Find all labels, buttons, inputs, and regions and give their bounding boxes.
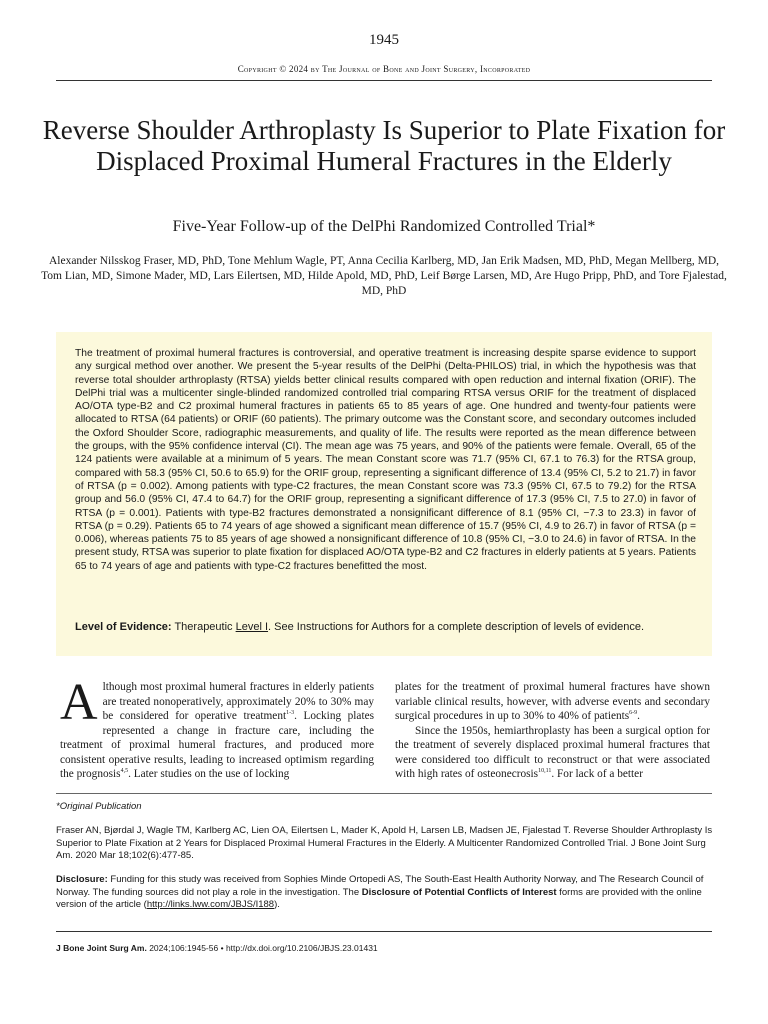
disclosure-label: Disclosure: bbox=[56, 874, 108, 885]
body-text: Since the 1950s, hemiarthroplasty has been a surgical option for the treatment of severely displaced proximal humeral fractures that were considered too difficult to reconstruct or that were associated with high rates of osteonecrosis bbox=[395, 724, 710, 780]
disclosure-text: forms are provided with the online version of the article ( bbox=[56, 886, 702, 910]
footnote-divider bbox=[56, 793, 712, 794]
disclosure-link[interactable]: http://links.lww.com/JBJS/I188 bbox=[146, 899, 275, 910]
level-of-evidence bbox=[75, 620, 705, 634]
footer-divider bbox=[56, 931, 712, 932]
body-text: . Locking plates represented a change in fracture care, including the treatment of proximal humeral fractures, and produced more consistent operative results, leading to increased optimism regarding the prognosis bbox=[60, 710, 374, 780]
reference-superscript: 4,5 bbox=[120, 768, 129, 775]
disclosure-note bbox=[56, 874, 716, 912]
level-of-evidence-link[interactable]: Level I bbox=[235, 621, 269, 633]
journal-footer bbox=[56, 943, 378, 953]
drop-cap: A bbox=[60, 674, 98, 731]
bullet-separator: • bbox=[220, 943, 224, 953]
reference-superscript: 10,11 bbox=[538, 768, 552, 775]
level-of-evidence-label: Level of Evidence: bbox=[75, 621, 172, 633]
body-column-left bbox=[60, 674, 374, 782]
body-paragraph bbox=[395, 724, 710, 782]
journal-volume: 2024;106:1945-56 bbox=[146, 943, 219, 953]
disclosure-forms-label: Disclosure of Potential Conflicts of Interest bbox=[361, 886, 557, 898]
article-title: Reverse Shoulder Arthroplasty Is Superior to Plate Fixation for Displaced Proximal Humeral Fractures in the Elderly bbox=[42, 115, 726, 176]
abstract-text: The treatment of proximal humeral fractures is controversial, and operative treatment is increasing despite sparse evidence to support any surgical method over another. We present the 5-year results of the DelPhi (Delta-PHILOS) trial, in which the hypothesis was that reverse total shoulder arthroplasty (RTSA) yields better clinical results compared with open reduction and internal fixation (ORIF). The DelPhi trial was a multicenter single-blinded randomized controlled trial comparing RTSA versus ORIF for the treatment of displaced AO/OTA type-B2 and C2 proximal humeral fractures in patients 65 to 85 years of age. One hundred and twenty-four patients were allocated to RTSA (64 patients) or ORIF (60 patients). The primary outcome was the Constant score, and secondary outcomes included the Oxford Shoulder Score, radiographic measurements, and quality of life. The results were reported as the mean difference between the groups, with the 95% confidence interval (CI). The mean age was 75 years, and 90% of the patients were female. Overall, 65 of the 124 patients were available at a minimum of 5 years. The mean Constant score was 71.7 (95% CI, 67.1 to 76.3) for the RTSA group, compared with 58.3 (95% CI, 50.6 to 65.9) for the ORIF group, representing a significant difference of 13.4 (95% CI, 5.2 to 21.7) in favor of RTSA (p = 0.002). Among patients with type-C2 fractures, the mean Constant score was 73.3 (95% CI, 67.5 to 79.2) for the RTSA group and 56.0 (95% CI, 47.4 to 64.7) for the ORIF group, representing a significant difference of 17.3 (95% CI, 7.5 to 27.0) in favor of RTSA (p = 0.001). Patients with type-B2 fractures demonstrated a nonsignificant difference of 8.1 (95% CI, −7.3 to 23.3) in favor of RTSA (p = 0.29). Patients 65 to 74 years of age showed a significant mean difference of 15.7 (95% CI, 4.9 to 26.7) in favor of RTSA (p = 0.006), whereas patients 75 to 85 years of age showed a nonsignificant difference of 10.8 (95% CI, −3.0 to 24.6) in favor of RTSA. In the present study, RTSA was superior to plate fixation for displaced AO/OTA type-B2 and C2 fractures in elderly patients at 5 years. Patients 65 to 74 years of age and patients with type-C2 fractures benefitted the most. bbox=[75, 348, 696, 572]
level-of-evidence-note: . See Instructions for Authors for a complete description of levels of evidence. bbox=[268, 621, 645, 633]
body-text: . For lack of a better bbox=[551, 768, 643, 780]
disclosure-text: Funding for this study was received from Sophies Minde Ortopedi AS, The South-East Health Authority Norway, and The Research Council of Norway. The funding sources did not play a role in the investigation. The bbox=[56, 874, 704, 898]
reference-superscript: 1-3 bbox=[286, 710, 295, 717]
journal-name: J Bone Joint Surg Am. bbox=[56, 943, 147, 953]
disclosure-text: ). bbox=[274, 899, 280, 910]
original-citation: Fraser AN, Bjørdal J, Wagle TM, Karlberg AC, Lien OA, Eilertsen L, Mader K, Apold H, Larsen LB, Madsen JE, Fjalestad T. Reverse Shoulder Arthroplasty Is Superior to Plate Fixation at 2 Years for Displaced Proximal Humeral Fractures in the Elderly. A Multicenter Randomized Controlled Trial. J Bone Joint Surg Am. 2020 Mar 18;102(6):477-85. bbox=[56, 825, 713, 861]
header-divider bbox=[56, 80, 712, 81]
body-column-right bbox=[395, 680, 710, 782]
author-list: Alexander Nilsskog Fraser, MD, PhD, Tone Mehlum Wagle, PT, Anna Cecilia Karlberg, MD, Jan Erik Madsen, MD, PhD, Megan Mellberg, MD, Tom Lian, MD, Simone Mader, MD, Lars Eilertsen, MD, Hilde Apold, MD, PhD, Leif Børge Larsen, MD, Are Hugo Pripp, PhD, and Tore Fjalestad, MD, PhD bbox=[41, 255, 727, 297]
copyright-line: Copyright © 2024 by The Journal of Bone and Joint Surgery, Incorporated bbox=[237, 64, 531, 74]
original-publication-note: *Original Publication bbox=[56, 801, 142, 812]
level-of-evidence-type: Therapeutic bbox=[174, 621, 233, 633]
body-text: . Later studies on the use of locking bbox=[128, 768, 290, 780]
body-text: plates for the treatment of proximal humeral fractures have shown variable clinical results, however, with adverse events and secondary surgical procedures in up to 30% to 40% of patients bbox=[395, 681, 710, 722]
page-number: 1945 bbox=[369, 32, 399, 48]
doi-link[interactable]: http://dx.doi.org/10.2106/JBJS.23.01431 bbox=[225, 943, 378, 953]
body-text: . bbox=[637, 710, 640, 722]
article-subtitle: Five-Year Follow-up of the DelPhi Randomized Controlled Trial* bbox=[172, 218, 596, 235]
body-text: lthough most proximal humeral fractures in elderly patients are treated nonoperatively, approximately 20% to 30% may be considered for operative treatment bbox=[102, 681, 374, 722]
reference-superscript: 6-9 bbox=[629, 710, 638, 717]
